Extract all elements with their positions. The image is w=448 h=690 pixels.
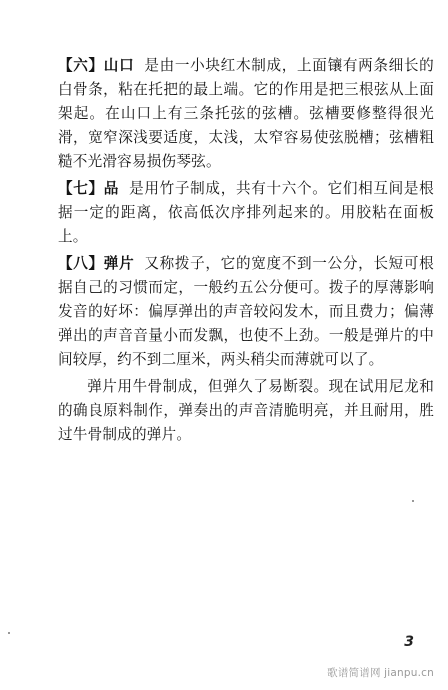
scan-speck [8,632,10,634]
closing-text: 弹片用牛骨制成，但弹久了易断裂。现在试用尼龙和的确良原料制作，弹奏出的声音清脆明亮，并且耐用，胜过牛骨制成的弹片。 [58,378,434,443]
section-six-term: 【六】山口 [58,57,135,74]
section-seven-text: 是用竹子制成，共有十六个。它们相互间是根据一定的距离，依高低次序排列起来的。用胶粘在面板上。 [58,180,434,245]
section-eight-text: 又称拨子，它的宽度不到一公分，长短可根据自己的习惯而定，一般约五公分便可。拨子的厚薄影响发音的好坏：偏厚弹出的声音较闷发木，而且费力；偏薄弹出的声音音量小而发飘，也使不上劲。一般是弹片的中间较厚，约不到二厘米，两头稍尖而薄就可以了。 [58,255,434,368]
section-seven-paragraph [58,177,434,249]
scan-speck [412,500,414,502]
section-eight-term: 【八】弹片 [58,255,135,272]
section-six-text: 是由一小块红木制成，上面镶有两条细长的白骨条，粘在托把的最上端。它的作用是把三根弦从上面架起。在山口上有三条托弦的弦槽。弦槽要修整得很光滑，宽窄深浅要适度，太浅，太窄容易使弦脱槽；弦槽粗糙不光滑容易损伤琴弦。 [58,57,434,170]
page-number: 3 [404,634,414,650]
site-watermark: 歌谱简谱网 jianpu.cn [327,667,434,679]
page-body [58,54,434,450]
section-six-paragraph [58,54,434,174]
section-eight-paragraph [58,252,434,372]
closing-paragraph [58,375,434,447]
section-seven-term: 【七】品 [58,180,120,197]
